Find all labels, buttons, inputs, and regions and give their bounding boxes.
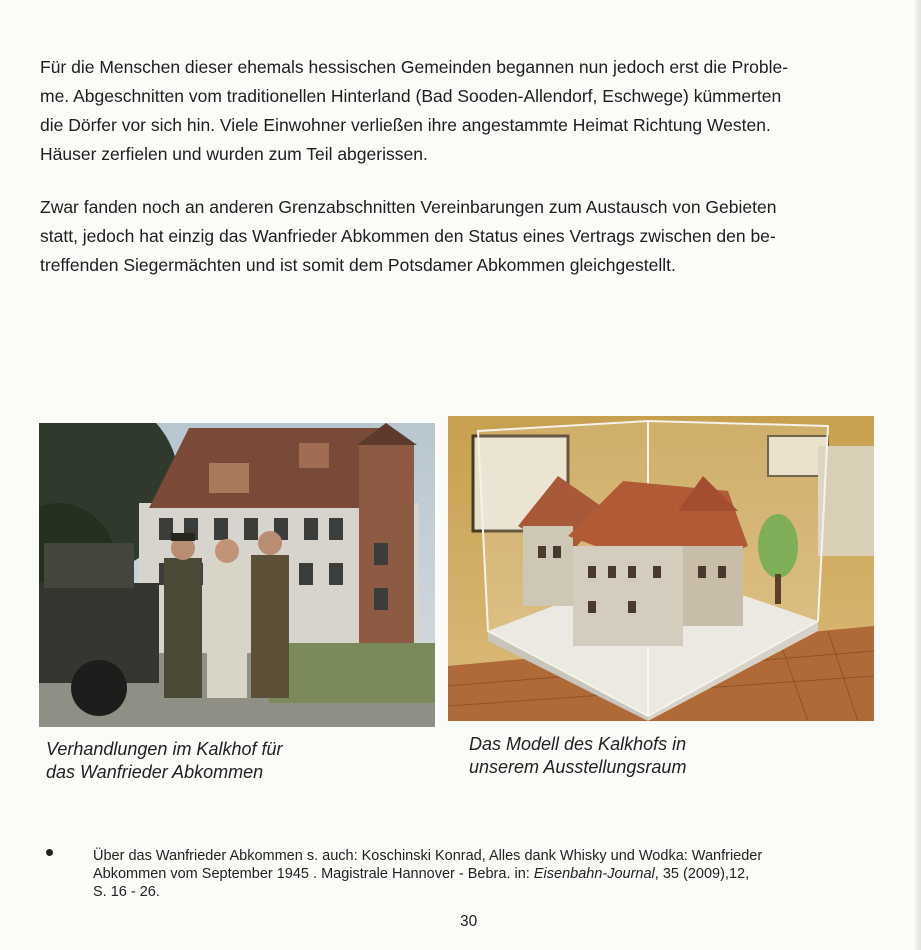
paragraph-2 — [40, 193, 885, 280]
footnote-line-3: S. 16 - 26. — [93, 884, 160, 900]
paragraph-line: die Dörfer vor sich hin. Viele Einwohner verließen ihre angestammte Heimat Richtung Westen. — [40, 115, 771, 135]
caption-line: das Wanfrieder Abkommen — [46, 762, 264, 782]
footnote-text-part: , 35 (2009),12, — [654, 866, 750, 882]
page-number: 30 — [460, 913, 478, 930]
photo-kalkhof-model — [448, 416, 874, 721]
footnote-text-part: Abkommen vom September 1945 . Magistrale Hannover - Bebra. in: — [93, 866, 534, 882]
paragraph-1 — [40, 53, 885, 169]
paragraph-line: Zwar fanden noch an anderen Grenzabschnitten Vereinbarungen zum Austausch von Gebieten — [40, 197, 777, 217]
footnote-line-2 — [93, 865, 863, 883]
journal-title: Eisenbahn-Journal — [533, 866, 655, 882]
footnote-text — [93, 847, 863, 901]
paragraph-line: treffenden Siegermächten und ist somit dem Potsdamer Abkommen gleichgestellt. — [40, 255, 676, 275]
photo-negotiations-kalkhof — [39, 423, 435, 727]
caption-line: Verhandlungen im Kalkhof für — [46, 739, 283, 759]
caption-model — [469, 733, 869, 779]
caption-line: Das Modell des Kalkhofs in — [469, 734, 687, 754]
paragraph-line: Häuser zerfielen und wurden zum Teil abgerissen. — [40, 144, 428, 164]
bullet-icon — [46, 849, 53, 856]
page-edge — [915, 0, 921, 950]
caption-line: unserem Ausstellungsraum — [469, 757, 687, 777]
paragraph-line: statt, jedoch hat einzig das Wanfrieder Abkommen den Status eines Vertrags zwischen den be- — [40, 226, 776, 246]
caption-negotiations — [46, 738, 426, 784]
footnote-line-1: Über das Wanfrieder Abkommen s. auch: Koschinski Konrad, Alles dank Whisky und Wodka: Wanfrieder — [93, 848, 763, 864]
paragraph-line: me. Abgeschnitten vom traditionellen Hinterland (Bad Sooden-Allendorf, Eschwege) kümmerten — [40, 86, 782, 106]
paragraph-line: Für die Menschen dieser ehemals hessischen Gemeinden begannen nun jedoch erst die Proble- — [40, 57, 789, 77]
